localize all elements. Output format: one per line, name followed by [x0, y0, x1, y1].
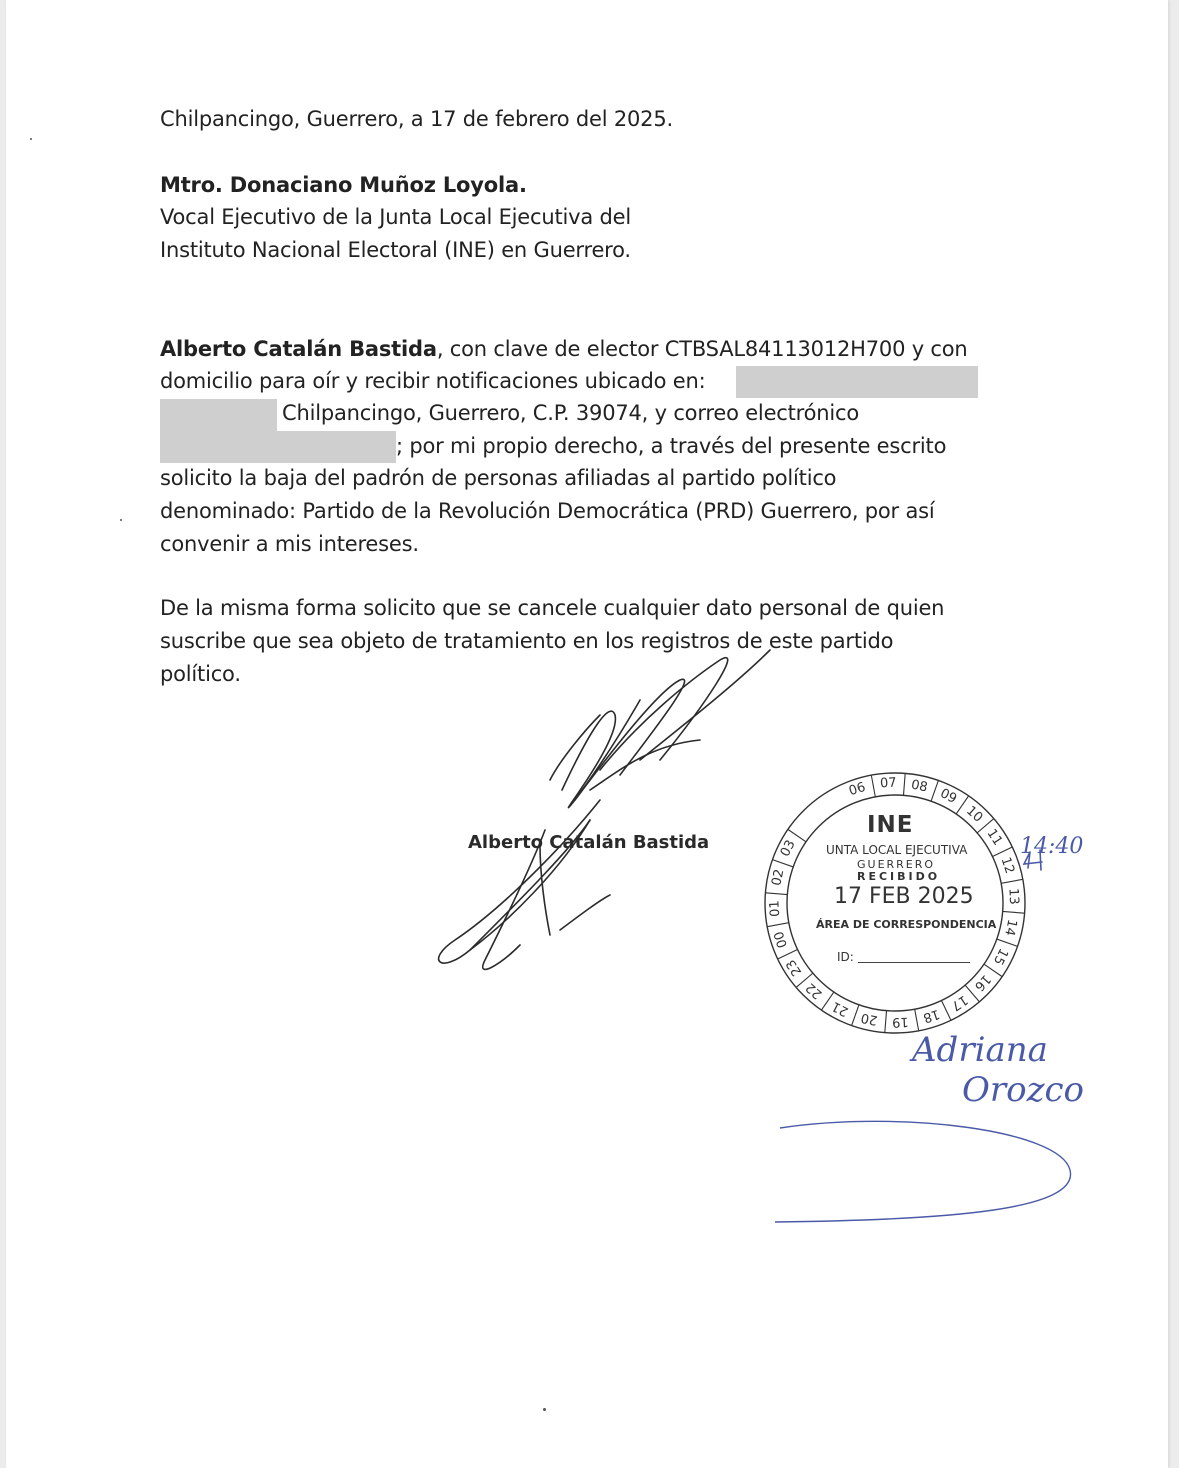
stamp-hour-label: 00 — [771, 929, 791, 950]
stamp-id-label: ID: — [837, 950, 854, 964]
recipient-title-line2: Instituto Nacional Electoral (INE) en Guerrero. — [160, 238, 631, 262]
stamp-hour-label: 08 — [909, 777, 929, 796]
paragraph1-line7: convenir a mis intereses. — [160, 532, 419, 556]
speck — [120, 519, 122, 521]
stamp-hour-divider — [852, 1005, 859, 1026]
paragraph1-line2-text: domicilio para oír y recibir notificaciones ubicado en: — [160, 369, 706, 393]
ine-logo-text: INE — [867, 812, 914, 838]
stamp-hour-label: 12 — [997, 855, 1018, 876]
stamp-hour-label: 09 — [937, 786, 960, 807]
author-name: Alberto Catalán Bastida — [160, 337, 437, 361]
paragraph2-line2: suscribe que sea objeto de tratamiento en los registros de este partido — [160, 629, 894, 653]
stamp-hour-divider — [903, 773, 905, 795]
stamp-hour-label: 02 — [768, 868, 787, 888]
handwritten-receiver-first: Adriana — [912, 1030, 1048, 1070]
stamp-hour-label: 07 — [879, 775, 897, 792]
stamp-area: ÁREA DE CORRESPONDENCIA — [816, 918, 997, 931]
stamp-received: RECIBIDO — [857, 870, 941, 883]
stamp-hour-label: 19 — [891, 1013, 910, 1030]
stamp-hour-divider — [765, 893, 787, 895]
stamp-hour-label: 18 — [920, 1005, 942, 1026]
paragraph1-line3: Chilpancingo, Guerrero, C.P. 39074, y correo electrónico — [282, 401, 860, 425]
paragraph2-line1: De la misma forma solicito que se cancele cualquier dato personal de quien — [160, 596, 945, 620]
stamp-hour-divider — [871, 775, 875, 797]
stamp-hour-label: 01 — [767, 900, 784, 918]
stamp-hour-label: 14 — [1001, 917, 1020, 937]
handwritten-receiver-last: Orozco — [962, 1070, 1085, 1110]
stamp-hour-divider — [1003, 911, 1025, 913]
stamp-hour-label: 22 — [803, 979, 826, 1003]
handwritten-underline — [775, 1121, 1071, 1222]
stamp-id-line — [858, 962, 970, 963]
stamp-hour-label: 17 — [948, 991, 971, 1014]
place-date: Chilpancingo, Guerrero, a 17 de febrero del 2025. — [160, 107, 673, 131]
handwritten-time: 14:40 — [1020, 834, 1084, 859]
speck — [543, 1408, 546, 1411]
signature-name: Alberto Catalán Bastida — [468, 832, 710, 853]
paragraph1-line6: denominado: Partido de la Revolución Democrática (PRD) Guerrero, por así — [160, 499, 935, 523]
stamp-hour-label: 23 — [783, 956, 806, 979]
stamp-hour-label: 11 — [983, 826, 1005, 849]
stamp-hour-label: 21 — [829, 998, 852, 1019]
stamp-hour-label: 15 — [989, 945, 1011, 968]
stamp-hour-label: 06 — [847, 779, 868, 800]
stamp-date: 17 FEB 2025 — [834, 884, 974, 909]
stamp-hour-label: 20 — [859, 1009, 880, 1028]
recipient-title-line1: Vocal Ejecutivo de la Junta Local Ejecutiva del — [160, 205, 632, 229]
speck — [30, 138, 32, 140]
paragraph1-line1-text: , con clave de elector CTBSAL84113012H700 y con — [436, 337, 968, 361]
stamp-hour-divider — [767, 923, 789, 927]
stamp-hour-label: 03 — [777, 837, 799, 860]
recipient-name: Mtro. Donaciano Muñoz Loyola. — [160, 173, 527, 197]
stamp-hour-label: 10 — [962, 802, 986, 826]
stamp-hour-divider — [1001, 879, 1023, 883]
paragraph1-line5: solicito la baja del padrón de personas afiliadas al partido político — [160, 466, 837, 490]
stamp-hour-divider — [885, 1011, 887, 1033]
stamp-hour-label: 16 — [971, 970, 994, 994]
stamp-hour-divider — [915, 1009, 919, 1031]
paragraph1-line4: ; por mi propio derecho, a través del presente escrito — [396, 434, 947, 458]
stamp-state: GUERRERO — [857, 858, 936, 871]
paragraph2-line3: político. — [160, 662, 241, 686]
stamp-hour-label: 13 — [1005, 887, 1022, 905]
stamp-office: UNTA LOCAL EJECUTIVA — [826, 843, 968, 857]
stamp-hour-divider — [997, 939, 1018, 946]
stamp-hour-divider — [772, 860, 793, 867]
